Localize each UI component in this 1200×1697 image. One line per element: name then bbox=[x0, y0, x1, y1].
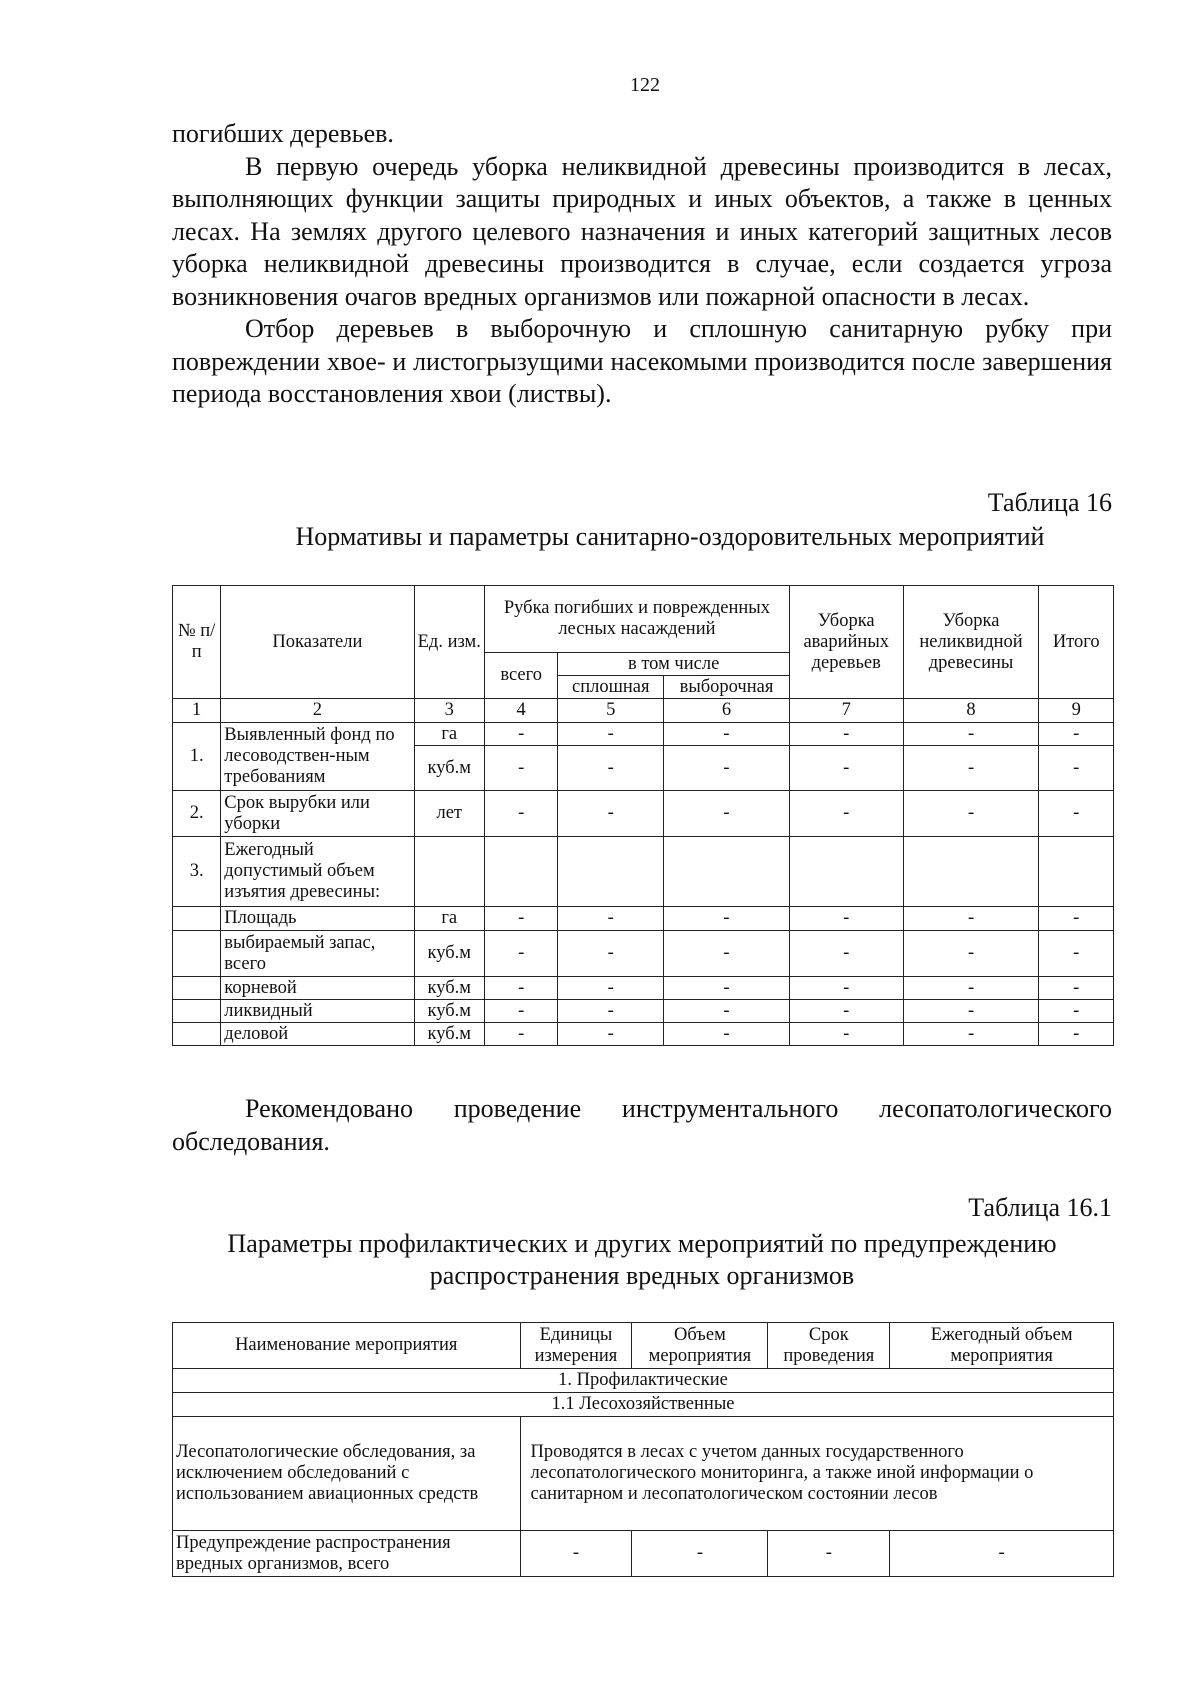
table-row bbox=[173, 1023, 1114, 1046]
cell-dash: - bbox=[789, 791, 903, 837]
table16-title: Нормативы и параметры санитарно-оздоровительных мероприятий bbox=[295, 522, 1045, 551]
cell-dash: - bbox=[664, 907, 790, 931]
empty-cell bbox=[173, 1023, 221, 1046]
empty-cell bbox=[414, 837, 484, 907]
empty-cell bbox=[664, 837, 790, 907]
header-including: в том числе bbox=[558, 653, 789, 676]
col-number: 7 bbox=[789, 699, 903, 723]
row-unit: га bbox=[414, 723, 484, 746]
row-unit: га bbox=[414, 907, 484, 931]
cell-dash: - bbox=[789, 746, 903, 791]
cell-dash: - bbox=[1039, 931, 1114, 977]
row-unit: куб.м bbox=[414, 1023, 484, 1046]
cell-dash: - bbox=[789, 1023, 903, 1046]
page-number: 122 bbox=[630, 74, 660, 96]
table-row bbox=[173, 837, 1114, 907]
empty-cell bbox=[903, 837, 1039, 907]
table-row bbox=[173, 791, 1114, 837]
cell-dash: - bbox=[664, 977, 790, 1000]
row-unit: куб.м bbox=[414, 931, 484, 977]
row-unit: куб.м bbox=[414, 746, 484, 791]
cell-dash: - bbox=[1039, 977, 1114, 1000]
row-name: Выявленный фонд по лесоводствен-ным требованиям bbox=[221, 723, 414, 791]
cell-dash: - bbox=[632, 1531, 768, 1577]
intro-text bbox=[172, 118, 1112, 411]
table-row bbox=[173, 1000, 1114, 1023]
cell-dash: - bbox=[903, 907, 1039, 931]
cell-dash: - bbox=[1039, 1000, 1114, 1023]
paragraph-cleanup: В первую очередь уборка неликвидной древесины производится в лесах, выполняющих функции защиты природных и иных объектов, а также в ценных лесах. На землях другого целевого назначения и иных категорий защитных лесов уборка неликвидной древесины производится в случае, если создается угроза возникновения очагов вредных организмов или пожарной опасности в лесах. bbox=[172, 151, 1112, 311]
row-name: ликвидный bbox=[221, 1000, 414, 1023]
table-row bbox=[173, 931, 1114, 977]
col-number: 6 bbox=[664, 699, 790, 723]
empty-cell bbox=[558, 837, 664, 907]
cell-dash: - bbox=[1039, 907, 1114, 931]
cell-dash: - bbox=[789, 1000, 903, 1023]
cell-dash: - bbox=[789, 977, 903, 1000]
preventive-measures-table bbox=[172, 1322, 1114, 1577]
paragraph-continuation: погибших деревьев. bbox=[172, 119, 394, 148]
header-total-all: всего bbox=[484, 653, 557, 699]
row-name: Срок вырубки или уборки bbox=[221, 791, 414, 837]
cell-dash: - bbox=[789, 723, 903, 746]
row-name: деловой bbox=[221, 1023, 414, 1046]
cell-dash: - bbox=[558, 1023, 664, 1046]
cell-dash: - bbox=[903, 791, 1039, 837]
section-preventive: 1. Профилактические bbox=[173, 1369, 1114, 1393]
cell-dash: - bbox=[664, 746, 790, 791]
header-selective: выборочная bbox=[664, 676, 790, 699]
cell-dash: - bbox=[520, 1531, 632, 1577]
table16-1-title-line1: Параметры профилактических и других мероприятий по предупреждению bbox=[227, 1229, 1057, 1258]
cell-dash: - bbox=[484, 907, 557, 931]
cell-dash: - bbox=[484, 723, 557, 746]
cell-dash: - bbox=[903, 723, 1039, 746]
header-nonliquid: Уборка неликвидной древесины bbox=[903, 586, 1039, 699]
row-num: 2. bbox=[173, 791, 221, 837]
empty-cell bbox=[484, 837, 557, 907]
header-volume: Объем мероприятия bbox=[632, 1323, 768, 1369]
cell-dash: - bbox=[1039, 791, 1114, 837]
cell-dash: - bbox=[1039, 746, 1114, 791]
table-row bbox=[173, 1531, 1114, 1577]
section-forestry: 1.1 Лесохозяйственные bbox=[173, 1393, 1114, 1417]
cell-dash: - bbox=[1039, 723, 1114, 746]
row-name: Площадь bbox=[221, 907, 414, 931]
cell-dash: - bbox=[558, 1000, 664, 1023]
cell-dash: - bbox=[789, 931, 903, 977]
table-row bbox=[173, 977, 1114, 1000]
cell-dash: - bbox=[664, 931, 790, 977]
cell-dash: - bbox=[558, 746, 664, 791]
header-felling: Рубка погибших и поврежденных лесных насаждений bbox=[484, 586, 789, 653]
cell-dash: - bbox=[484, 931, 557, 977]
cell-dash: - bbox=[558, 931, 664, 977]
header-term: Срок проведения bbox=[768, 1323, 890, 1369]
cell-dash: - bbox=[664, 723, 790, 746]
table16-label: Таблица 16 bbox=[987, 488, 1112, 517]
col-number: 5 bbox=[558, 699, 664, 723]
row-name: Ежегодный допустимый объем изъятия древесины: bbox=[221, 837, 414, 907]
cell-dash: - bbox=[484, 977, 557, 1000]
row-name: корневой bbox=[221, 977, 414, 1000]
cell-dash: - bbox=[664, 791, 790, 837]
empty-cell bbox=[173, 1000, 221, 1023]
cell-dash: - bbox=[484, 1023, 557, 1046]
cell-dash: - bbox=[903, 931, 1039, 977]
table16-1-label: Таблица 16.1 bbox=[968, 1193, 1112, 1222]
cell-dash: - bbox=[484, 791, 557, 837]
table-row bbox=[173, 1417, 1114, 1531]
cell-dash: - bbox=[558, 791, 664, 837]
header-unit: Ед. изм. bbox=[414, 586, 484, 699]
header-annual: Ежегодный объем мероприятия bbox=[890, 1323, 1114, 1369]
row-name: Предупреждение распространения вредных организмов, всего bbox=[173, 1531, 521, 1577]
col-number: 1 bbox=[173, 699, 221, 723]
row-description: Проводятся в лесах с учетом данных государственного лесопатологического мониторинга, а также иной информации о санитарном и лесопатологическом состоянии лесов bbox=[520, 1417, 1114, 1531]
paragraph-recommendation: Рекомендовано проведение инструментального лесопатологического обследования. bbox=[172, 1094, 1112, 1156]
row-name: выбираемый запас, всего bbox=[221, 931, 414, 977]
header-indicators: Показатели bbox=[221, 586, 414, 699]
header-total: Итого bbox=[1039, 586, 1114, 699]
col-number: 9 bbox=[1039, 699, 1114, 723]
cell-dash: - bbox=[903, 1000, 1039, 1023]
row-num: 1. bbox=[173, 723, 221, 791]
header-name: Наименование мероприятия bbox=[173, 1323, 521, 1369]
empty-cell bbox=[789, 837, 903, 907]
header-emergency: Уборка аварийных деревьев bbox=[789, 586, 903, 699]
header-num: № п/п bbox=[173, 586, 221, 699]
paragraph-selection: Отбор деревьев в выборочную и сплошную санитарную рубку при повреждении хвое- и листогрызущими насекомыми производится после завершения периода восстановления хвои (листвы). bbox=[172, 314, 1112, 408]
empty-cell bbox=[173, 931, 221, 977]
col-number: 2 bbox=[221, 699, 414, 723]
cell-dash: - bbox=[789, 907, 903, 931]
empty-cell bbox=[173, 907, 221, 931]
header-unit: Единицы измерения bbox=[520, 1323, 632, 1369]
cell-dash: - bbox=[558, 907, 664, 931]
header-clear: сплошная bbox=[558, 676, 664, 699]
row-unit: лет bbox=[414, 791, 484, 837]
cell-dash: - bbox=[890, 1531, 1114, 1577]
cell-dash: - bbox=[558, 723, 664, 746]
recommendation-text bbox=[172, 1093, 1112, 1158]
col-number: 8 bbox=[903, 699, 1039, 723]
cell-dash: - bbox=[1039, 1023, 1114, 1046]
empty-cell bbox=[1039, 837, 1114, 907]
row-unit: куб.м bbox=[414, 1000, 484, 1023]
row-name: Лесопатологические обследования, за исключением обследований с использованием авиационных средств bbox=[173, 1417, 521, 1531]
cell-dash: - bbox=[903, 746, 1039, 791]
table-row bbox=[173, 723, 1114, 746]
col-number: 3 bbox=[414, 699, 484, 723]
cell-dash: - bbox=[484, 746, 557, 791]
table16-1-title-line2: распространения вредных организмов bbox=[429, 1261, 855, 1290]
table-row bbox=[173, 907, 1114, 931]
empty-cell bbox=[173, 977, 221, 1000]
cell-dash: - bbox=[484, 1000, 557, 1023]
col-number: 4 bbox=[484, 699, 557, 723]
cell-dash: - bbox=[768, 1531, 890, 1577]
cell-dash: - bbox=[664, 1023, 790, 1046]
cell-dash: - bbox=[903, 1023, 1039, 1046]
cell-dash: - bbox=[903, 977, 1039, 1000]
cell-dash: - bbox=[664, 1000, 790, 1023]
sanitary-measures-table bbox=[172, 585, 1114, 1046]
row-unit: куб.м bbox=[414, 977, 484, 1000]
row-num: 3. bbox=[173, 837, 221, 907]
cell-dash: - bbox=[558, 977, 664, 1000]
